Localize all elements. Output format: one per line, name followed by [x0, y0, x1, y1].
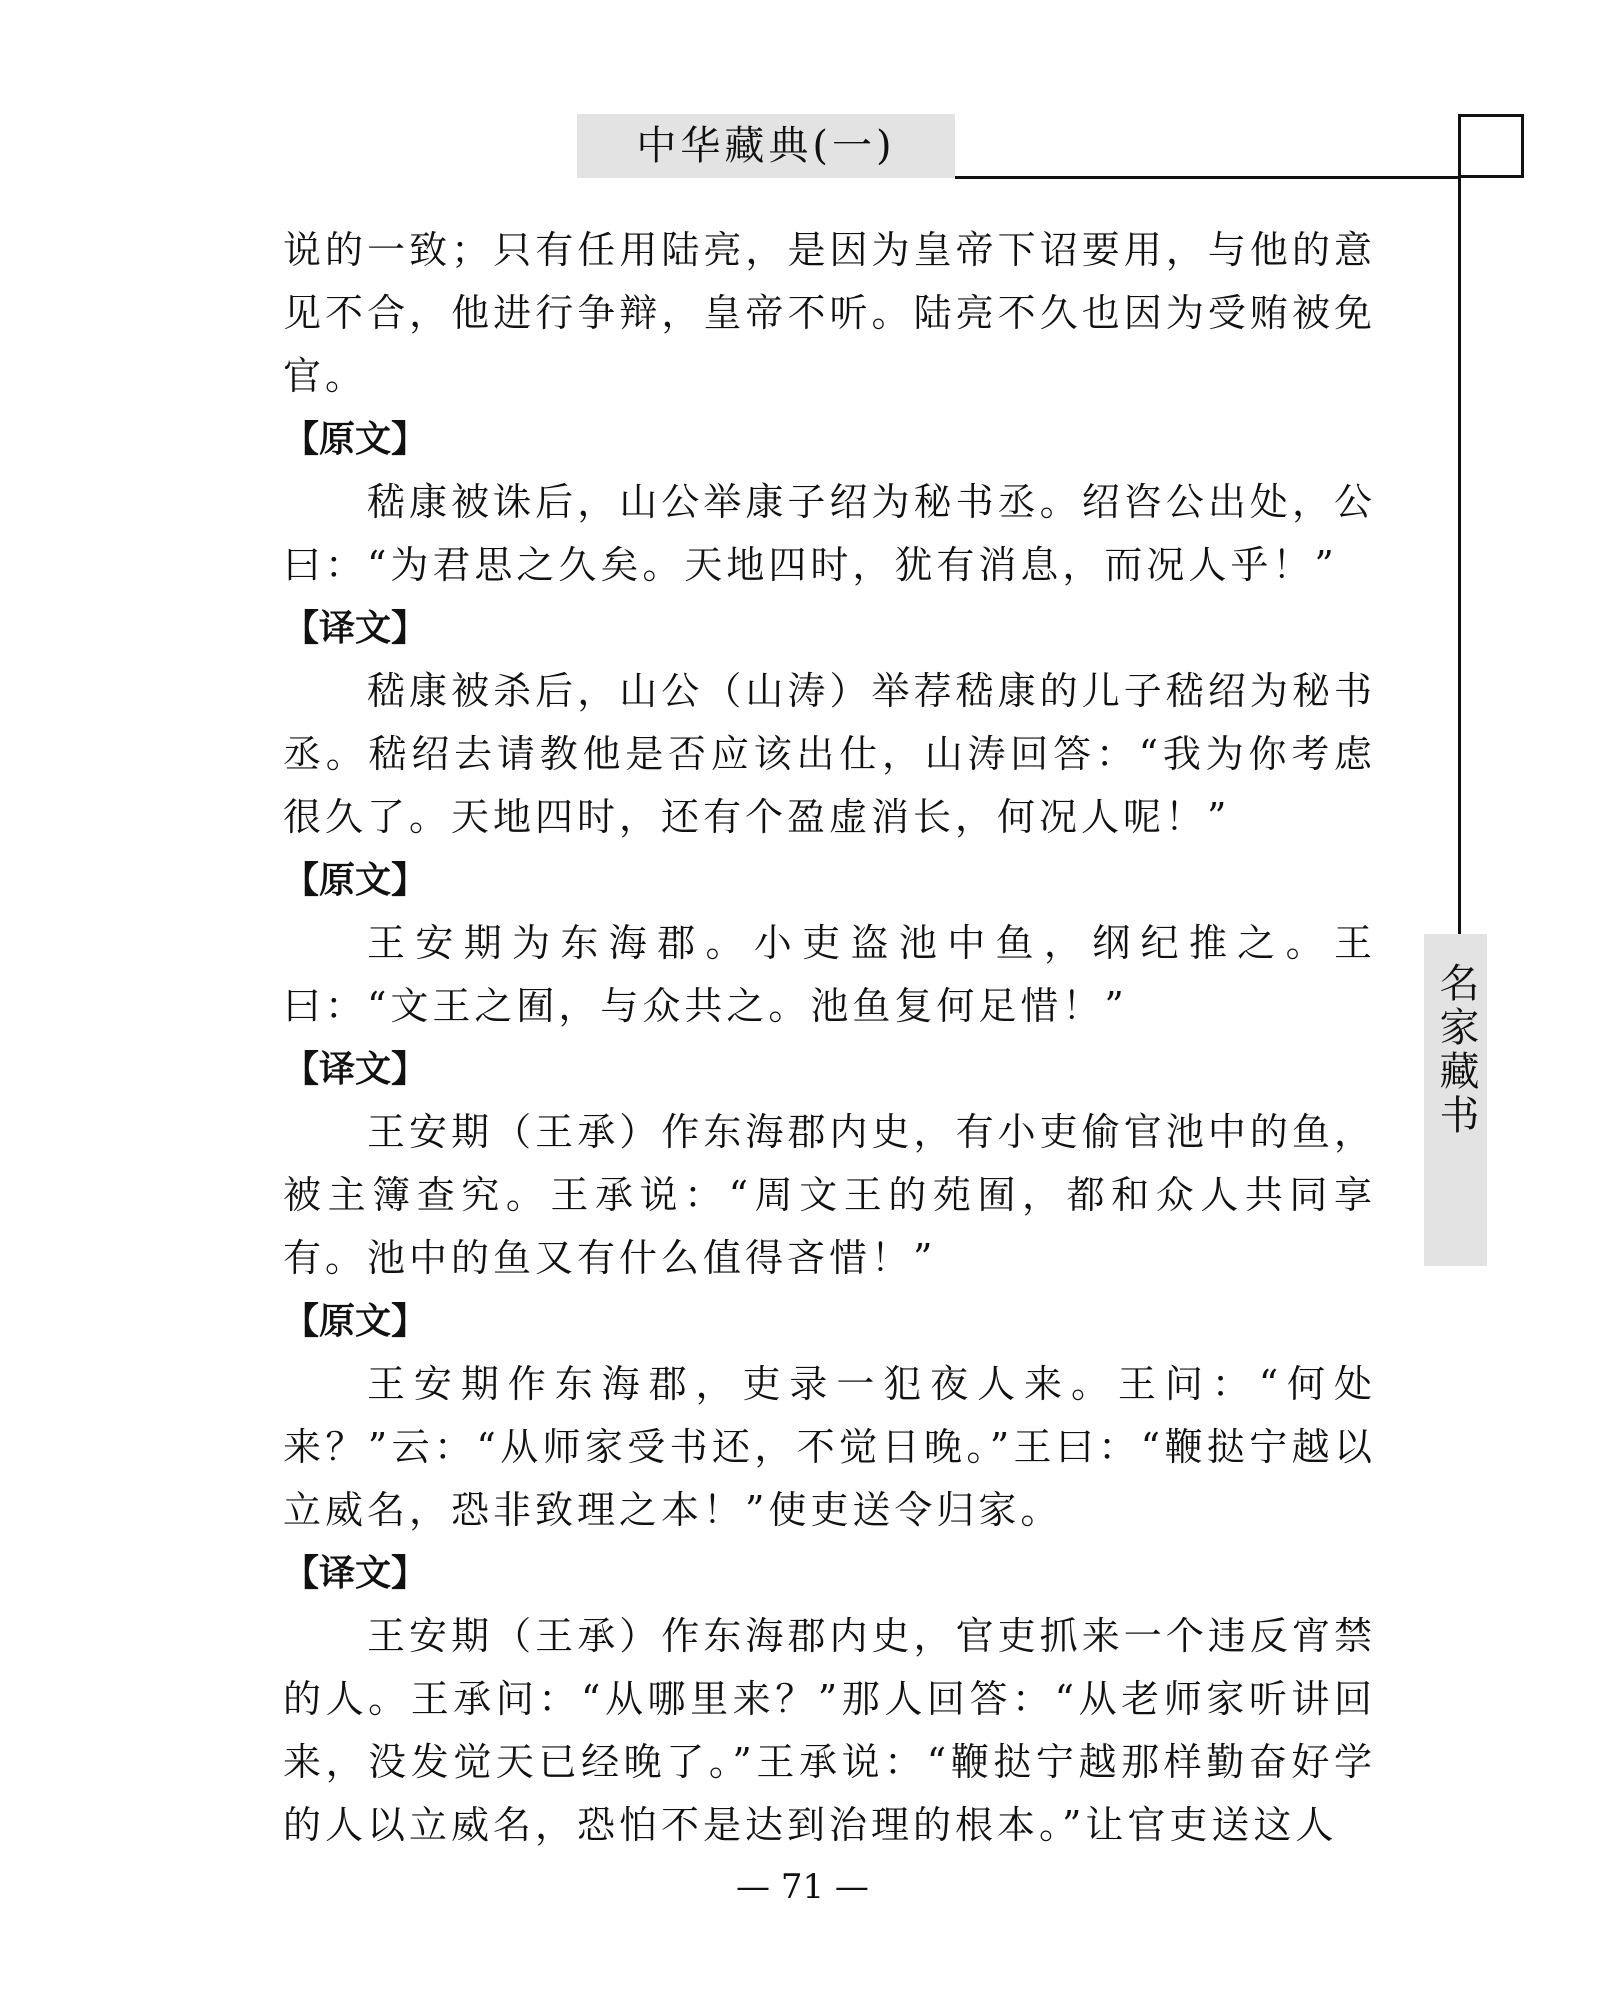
section-label-original: 【原文】 [283, 860, 428, 901]
section-label-translation: 【译文】 [283, 1553, 428, 1594]
section-label-original: 【原文】 [283, 419, 428, 460]
paragraph: 嵇康被诛后，山公举康子绍为秘书丞。绍咨公出处，公曰：“为君思之久矣。天地四时，犹有消息，而况人乎！” [283, 480, 1376, 587]
corner-box [1458, 114, 1524, 178]
paragraph: 说的一致；只有任用陆亮，是因为皇帝下诏要用，与他的意见不合，他进行争辩，皇帝不听。陆亮不久也因为受贿被免官。 [283, 228, 1376, 398]
side-vertical-rule [1458, 114, 1461, 936]
section-label-translation: 【译文】 [283, 608, 428, 649]
page-number: — 71 — [736, 1867, 869, 1907]
paragraph: 王安期为东海郡。小吏盗池中鱼，纲纪推之。王曰：“文王之囿，与众共之。池鱼复何足惜！” [283, 921, 1376, 1028]
page-body [283, 219, 1376, 1857]
running-header-title: 中华藏典(一) [636, 123, 896, 169]
paragraph: 王安期作东海郡，吏录一犯夜人来。王问：“何处来？”云：“从师家受书还，不觉日晚。”王曰：“鞭挞宁越以立威名，恐非致理之本！”使吏送令归家。 [283, 1362, 1376, 1532]
section-label-original: 【原文】 [283, 1301, 428, 1342]
paragraph: 王安期（王承）作东海郡内史，有小吏偷官池中的鱼，被主簿查究。王承说：“周文王的苑囿，都和众人共同享有。池中的鱼又有什么值得吝惜！” [283, 1110, 1376, 1280]
side-tab-label: 名家藏书 [1433, 962, 1479, 1138]
paragraph: 嵇康被杀后，山公（山涛）举荐嵇康的儿子嵇绍为秘书丞。嵇绍去请教他是否应该出仕，山涛回答：“我为你考虑很久了。天地四时，还有个盈虚消长，何况人呢！” [283, 669, 1376, 839]
paragraph: 王安期（王承）作东海郡内史，官吏抓来一个违反宵禁的人。王承问：“从哪里来？”那人回答：“从老师家听讲回来，没发觉天已经晚了。”王承说：“鞭挞宁越那样勤奋好学的人以立威名，恐怕不是达到治理的根本。”让官吏送这人 [283, 1614, 1376, 1847]
section-label-translation: 【译文】 [283, 1049, 428, 1090]
header-rule [955, 176, 1460, 179]
